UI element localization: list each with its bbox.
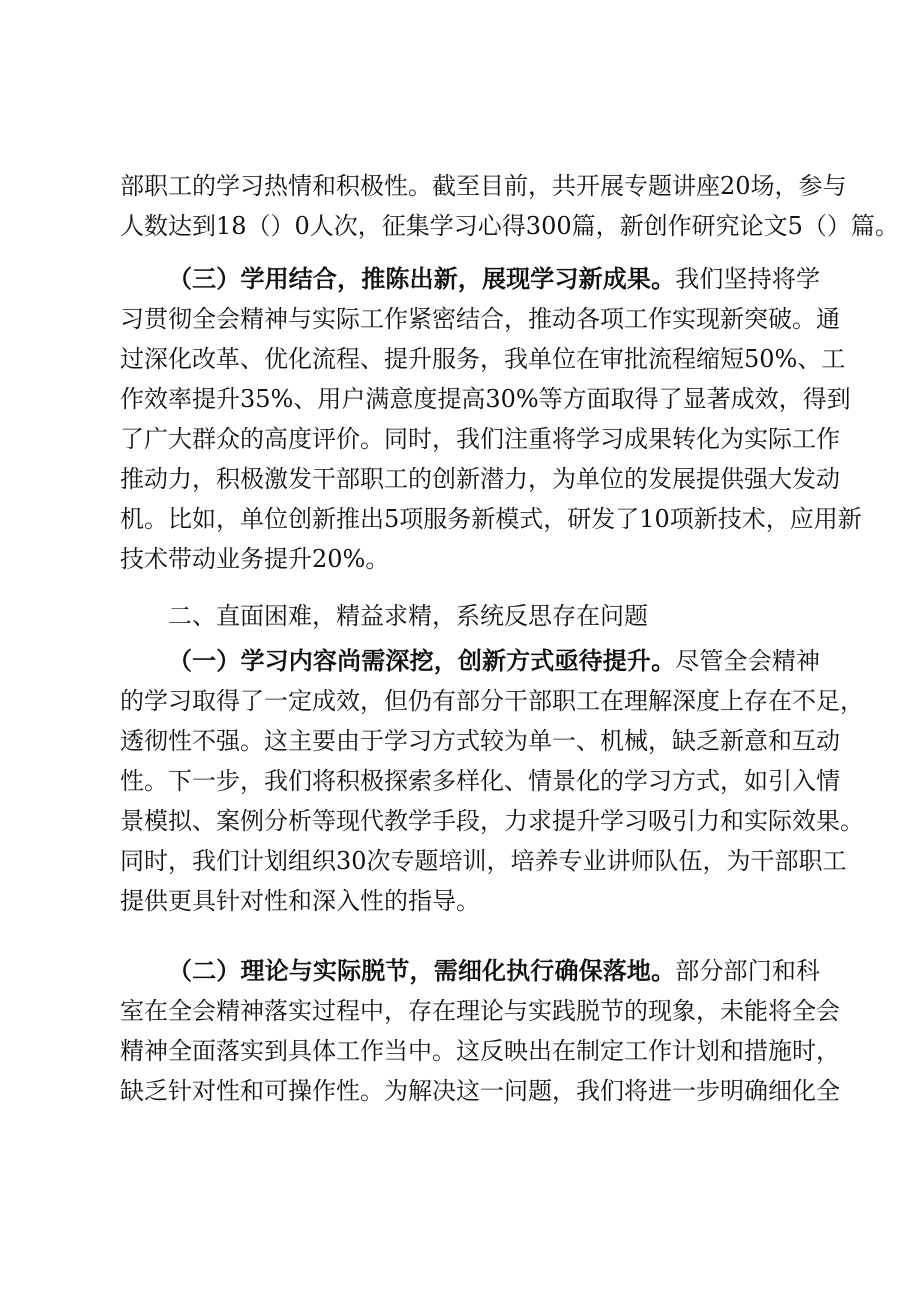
section-heading: 二、直面困难，精益求精，系统反思存在问题 xyxy=(168,602,648,630)
para2-line-1-rest: 我们坚持将学 xyxy=(675,265,821,293)
para4-line-3: 精神全面落实到具体工作当中。这反映出在制定工作计划和措施时， xyxy=(120,1037,840,1065)
para2-line-7: 机。比如，单位创新推出5项服务新模式，研发了10项新技术，应用新 xyxy=(120,505,862,533)
para2-line-6: 推动力，积极激发干部职工的创新潜力，为单位的发展提供强大发动 xyxy=(120,465,840,493)
para3-line-5: 景模拟、案例分析等现代教学手段，力求提升学习吸引力和实际效果。 xyxy=(120,807,864,835)
para2-bold-heading: （三）学用结合，推陈出新，展现学习新成果。 xyxy=(168,264,676,293)
para3-line-6: 同时，我们计划组织30次专题培训，培养专业讲师队伍，为干部职工 xyxy=(120,847,847,875)
para3-line-4: 性。下一步，我们将积极探索多样化、情景化的学习方式，如引入情 xyxy=(120,767,840,795)
para2-line-8: 技术带动业务提升20%。 xyxy=(120,545,390,573)
para3-line-2: 的学习取得了一定成效，但仍有部分干部职工在理解深度上存在不足， xyxy=(120,687,864,715)
para4-line-2: 室在全会精神落实过程中，存在理论与实践脱节的现象，未能将全会 xyxy=(120,997,840,1025)
para2-line-5: 了广大群众的高度评价。同时，我们注重将学习成果转化为实际工作 xyxy=(120,425,840,453)
para4-line-1-rest: 部分部门和科 xyxy=(675,957,821,985)
para3-line-1 xyxy=(168,645,820,677)
para4-bold-heading: （二）理论与实际脱节，需细化执行确保落地。 xyxy=(168,956,676,985)
para3-line-3: 透彻性不强。这主要由于学习方式较为单一、机械，缺乏新意和互动 xyxy=(120,727,840,755)
para2-line-4: 作效率提升35%、用户满意度提高30%等方面取得了显著成效，得到 xyxy=(120,385,851,413)
para2-line-1 xyxy=(168,263,820,295)
para3-line-7: 提供更具针对性和深入性的指导。 xyxy=(120,887,480,915)
para2-line-3: 过深化改革、优化流程、提升服务，我单位在审批流程缩短50%、工 xyxy=(120,345,846,373)
para4-line-4: 缺乏针对性和可操作性。为解决这一问题，我们将进一步明确细化全 xyxy=(120,1077,840,1105)
para1-line-1: 部职工的学习热情和积极性。截至目前，共开展专题讲座20场，参与 xyxy=(120,172,847,200)
para4-line-1 xyxy=(168,955,820,987)
para3-line-1-rest: 尽管全会精神 xyxy=(675,647,821,675)
para2-line-2: 习贯彻全会精神与实际工作紧密结合，推动各项工作实现新突破。通 xyxy=(120,305,840,333)
para1-line-2: 人数达到18（）0人次，征集学习心得300篇，新创作研究论文5（）篇。 xyxy=(120,212,899,240)
para3-bold-heading: （一）学习内容尚需深挖，创新方式亟待提升。 xyxy=(168,646,676,675)
